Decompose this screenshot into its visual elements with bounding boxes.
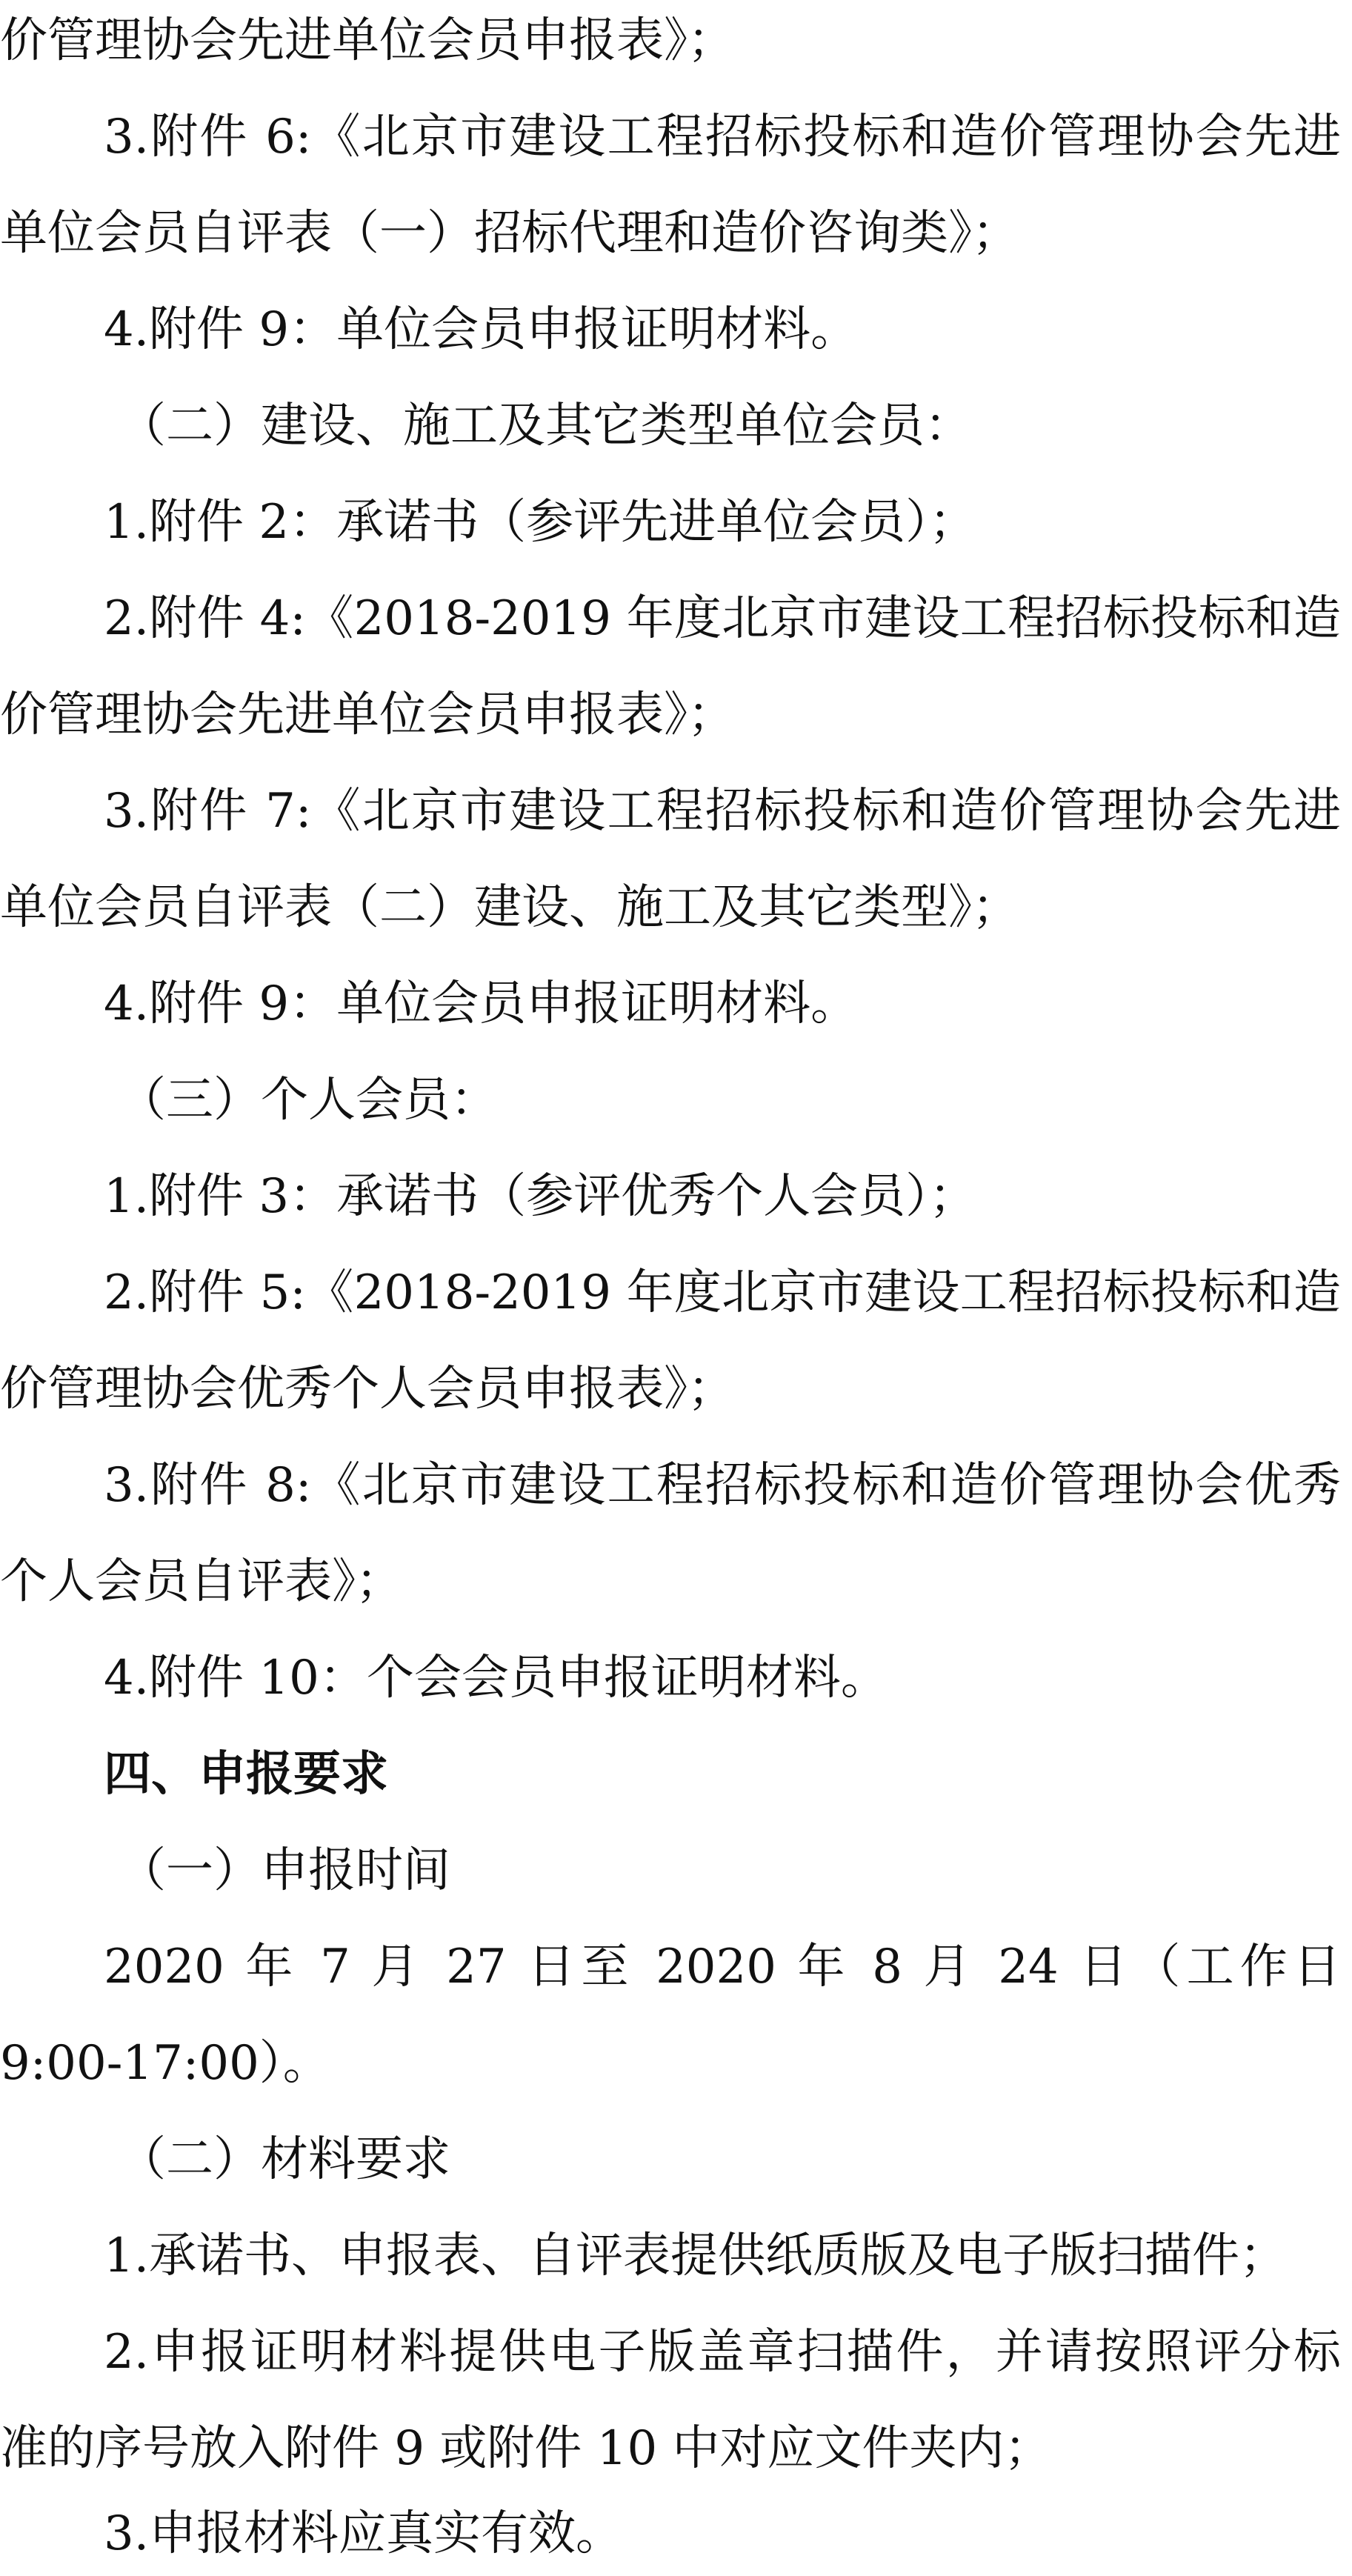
text-line-22: 9:00-17:00）。 (0, 2036, 330, 2091)
text-line-24: 1.承诺书、申报表、自评表提供纸质版及电子版扫描件； (104, 2229, 1288, 2283)
text-line-25: 2.申报证明材料提供电子版盖章扫描件，并请按照评分标 (104, 2325, 1341, 2380)
text-line-4: 4.附件 9：单位会员申报证明材料。 (104, 302, 859, 357)
section-heading-requirements: 四、申报要求 (104, 1747, 388, 1802)
text-line-17: 个人会员自评表》； (0, 1554, 403, 1609)
text-line-27: 3.申报材料应真实有效。 (104, 2506, 624, 2561)
text-line-21: 2020 年 7 月 27 日至 2020 年 8 月 24 日（工作日 (104, 1940, 1341, 1994)
text-line-3: 单位会员自评表（一）招标代理和造价咨询类》； (0, 206, 1019, 261)
text-line-13: 1.附件 3：承诺书（参评优秀个人会员）； (104, 1169, 977, 1224)
subheading-time: （一）申报时间 (119, 1843, 450, 1898)
text-line-16: 3.附件 8:《北京市建设工程招标投标和造价管理协会优秀 (104, 1458, 1341, 1513)
text-line-2: 3.附件 6:《北京市建设工程招标投标和造价管理协会先进 (104, 110, 1341, 164)
text-line-11: 4.附件 9：单位会员申报证明材料。 (104, 976, 859, 1031)
text-line-9: 3.附件 7:《北京市建设工程招标投标和造价管理协会先进 (104, 784, 1341, 839)
text-line-15: 价管理协会优秀个人会员申报表》； (0, 1362, 735, 1417)
text-line-8: 价管理协会先进单位会员申报表》； (0, 688, 735, 742)
text-line-6: 1.附件 2：承诺书（参评先进单位会员）； (104, 495, 977, 550)
text-line-18: 4.附件 10：个会会员申报证明材料。 (104, 1651, 888, 1705)
text-line-26: 准的序号放入附件 9 或附件 10 中对应文件夹内； (0, 2421, 1052, 2476)
subheading-materials: （二）材料要求 (119, 2132, 450, 2187)
subheading-individual: （三）个人会员： (119, 1073, 498, 1128)
text-line-7: 2.附件 4:《2018-2019 年度北京市建设工程招标投标和造 (104, 591, 1341, 646)
text-line-1: 价管理协会先进单位会员申报表》； (0, 13, 735, 68)
text-line-10: 单位会员自评表（二）建设、施工及其它类型》； (0, 880, 1019, 935)
text-line-14: 2.附件 5:《2018-2019 年度北京市建设工程招标投标和造 (104, 1265, 1341, 1320)
subheading-construction: （二）建设、施工及其它类型单位会员： (119, 399, 972, 453)
